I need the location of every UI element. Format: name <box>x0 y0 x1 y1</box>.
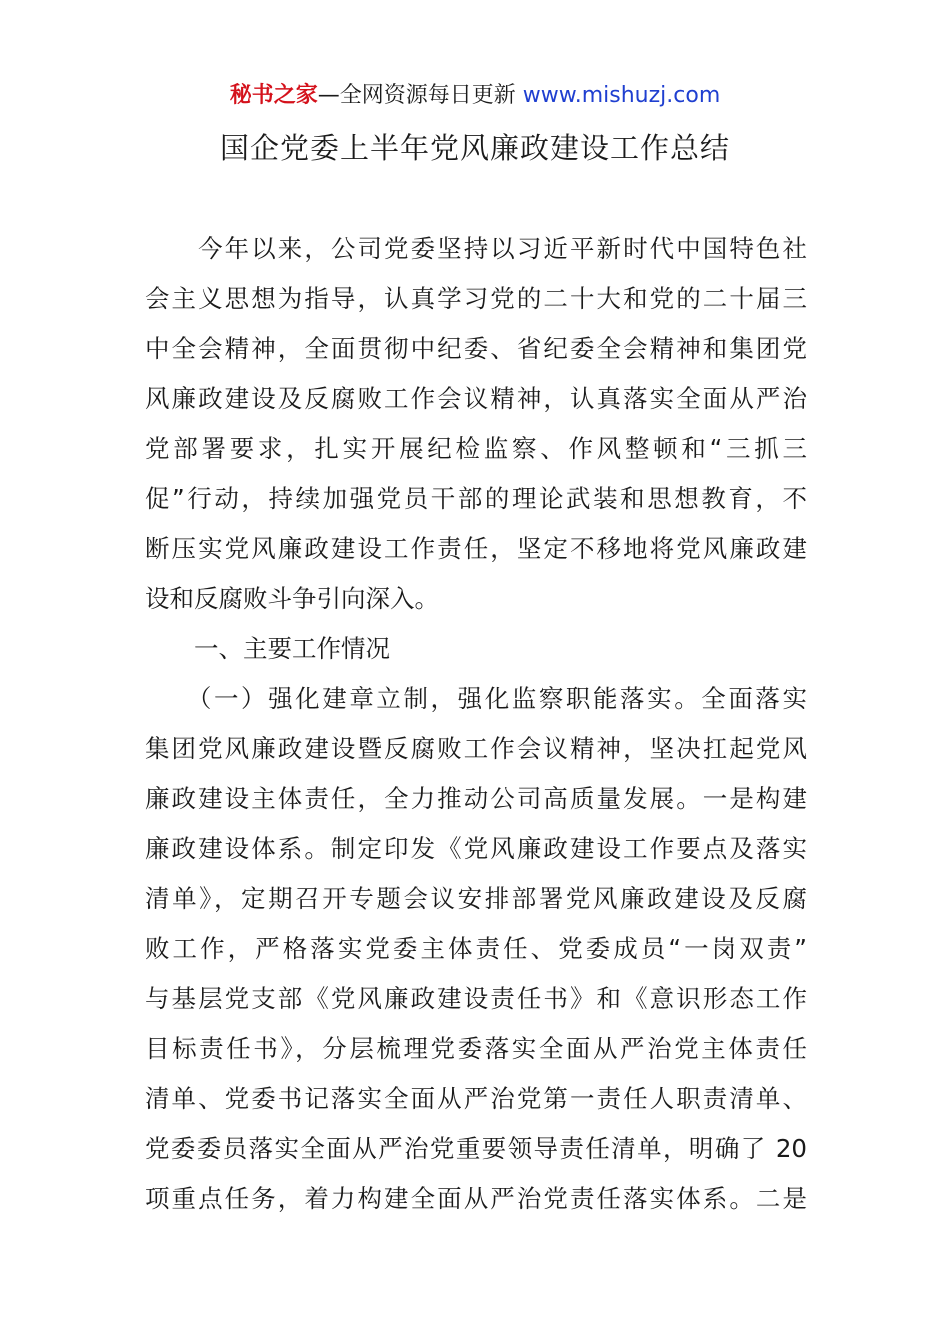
body-line: 今年以来，公司党委坚持以习近平新时代中国特色社 <box>145 234 807 263</box>
body-line: 党部署要求，扎实开展纪检监察、作风整顿和“三抓三 <box>145 434 807 463</box>
body-line: 集团党风廉政建设暨反腐败工作会议精神，坚决扛起党风 <box>145 734 807 763</box>
header-tagline: —全网资源每日更新 <box>317 83 523 108</box>
body-line: 断压实党风廉政建设工作责任，坚定不移地将党风廉政建 <box>145 534 807 563</box>
body-line: （一）强化建章立制，强化监察职能落实。全面落实 <box>145 684 807 713</box>
site-header <box>0 80 950 112</box>
body-line: 党委委员落实全面从严治党重要领导责任清单，明确了 20 <box>145 1134 807 1163</box>
body-line: 目标责任书》，分层梳理党委落实全面从严治党主体责任 <box>145 1034 807 1063</box>
body-line: 风廉政建设及反腐败工作会议精神，认真落实全面从严治 <box>145 384 807 413</box>
body-line: 清单、党委书记落实全面从严治党第一责任人职责清单、 <box>145 1084 807 1113</box>
site-url-link[interactable]: www.mishuzj.com <box>522 83 721 108</box>
body-line: 清单》，定期召开专题会议安排部署党风廉政建设及反腐 <box>145 884 807 913</box>
body-line: 廉政建设体系。制定印发《党风廉政建设工作要点及落实 <box>145 834 807 863</box>
body-line: 与基层党支部《党风廉政建设责任书》和《意识形态工作 <box>145 984 807 1013</box>
body-line: 项重点任务，着力构建全面从严治党责任落实体系。二是 <box>145 1184 807 1213</box>
document-title: 国企党委上半年党风廉政建设工作总结 <box>219 131 730 165</box>
brand-name: 秘书之家 <box>229 83 318 108</box>
document-body <box>145 224 807 1224</box>
body-line: 会主义思想为指导，认真学习党的二十大和党的二十届三 <box>145 284 807 313</box>
section-heading: 一、主要工作情况 <box>145 634 390 663</box>
body-line: 败工作，严格落实党委主体责任、党委成员“一岗双责” <box>145 934 807 963</box>
body-line: 廉政建设主体责任，全力推动公司高质量发展。一是构建 <box>145 784 807 813</box>
body-line: 中全会精神，全面贯彻中纪委、省纪委全会精神和集团党 <box>145 334 807 363</box>
body-line: 促”行动，持续加强党员干部的理论武装和思想教育，不 <box>145 484 807 513</box>
body-line: 设和反腐败斗争引向深入。 <box>145 584 439 613</box>
